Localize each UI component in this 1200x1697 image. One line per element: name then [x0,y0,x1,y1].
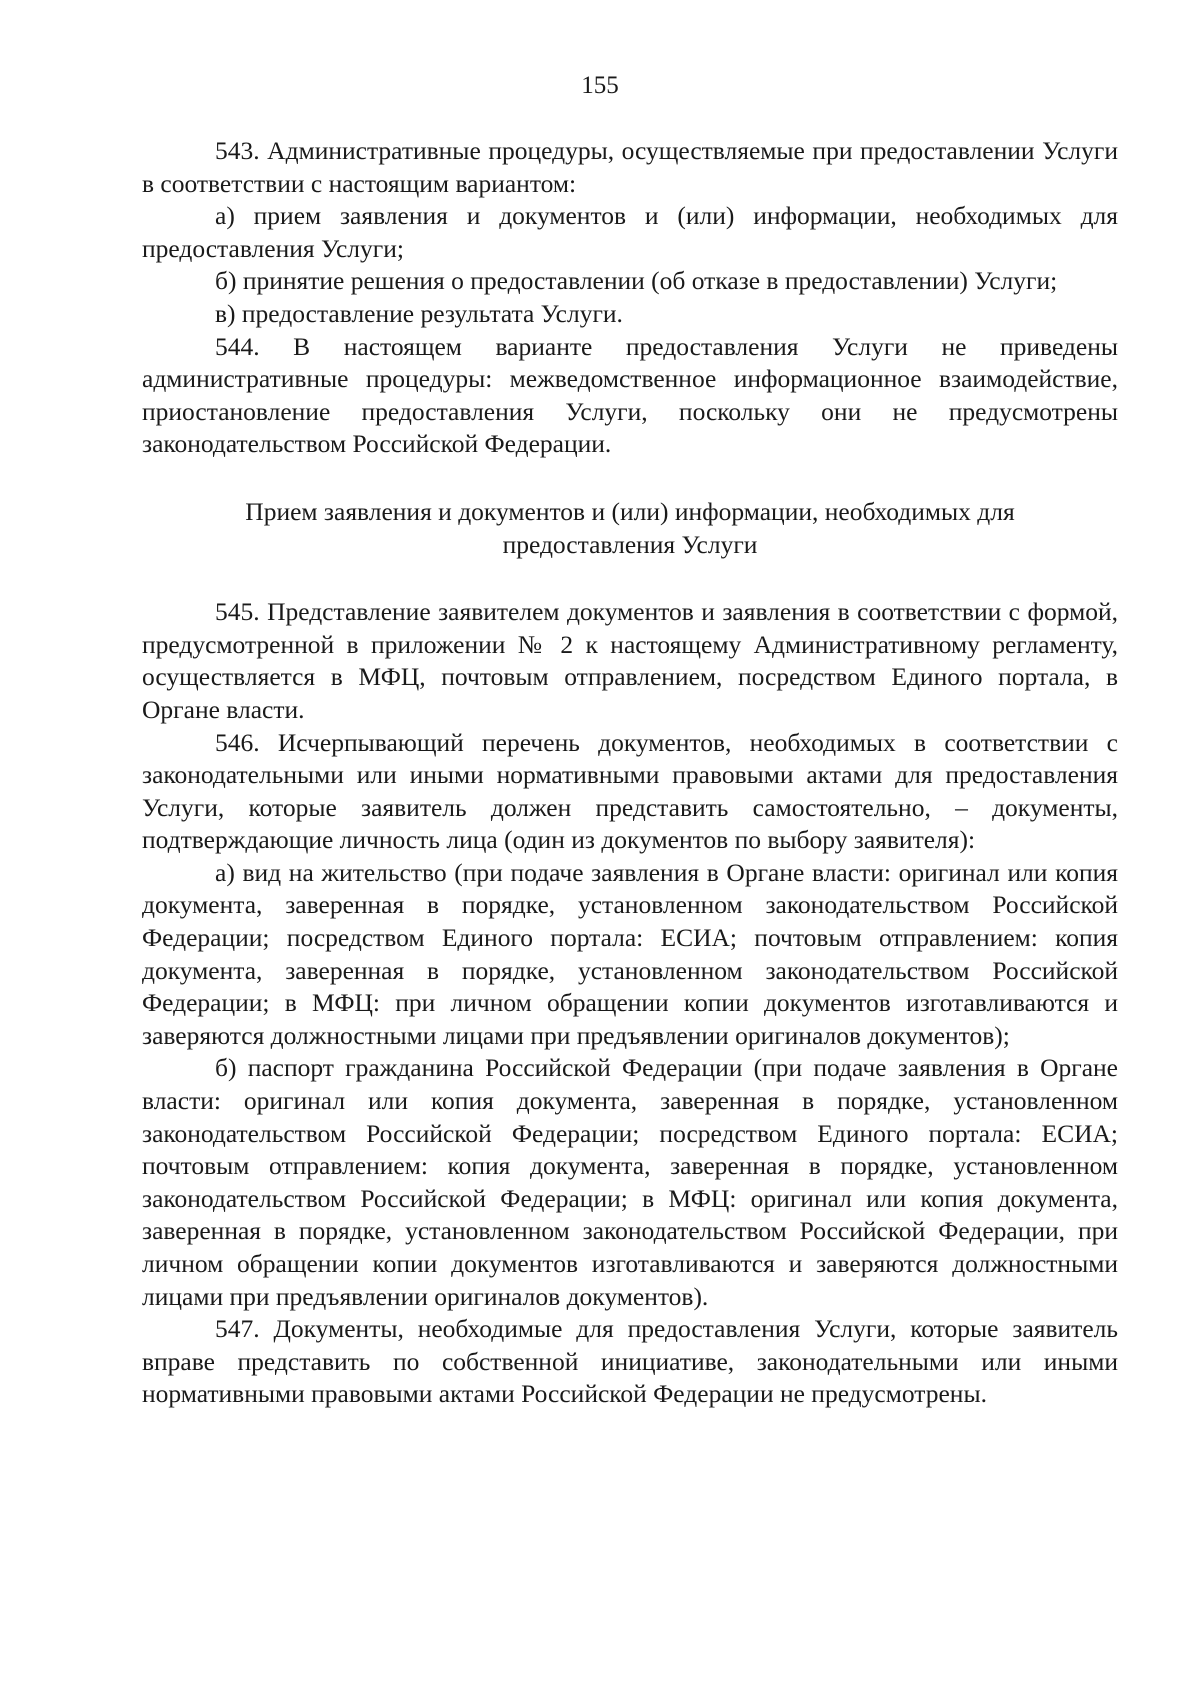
list-item-546-b: б) паспорт гражданина Российской Федерации (при подаче заявления в Органе власти: оригинал или копия документа, заверенная в порядке, установленном законодательством Российской Федерации; посредством Единого портала: ЕСИА; почтовым отправлением: копия документа, заверенная в порядке, установленном законодательством Российской Федерации; в МФЦ: оригинал или копия документа, заверенная в порядке, установленном законодательством Российской Федерации, при личном обращении копии документов изготавливаются и заверяются должностными лицами при предъявлении оригиналов документов). [142,1053,1118,1311]
paragraph-543: 543. Административные процедуры, осуществляемые при предоставлении Услуги в соответствии с настоящим вариантом: [142,136,1118,198]
section-heading: Прием заявления и документов и (или) информации, необходимых для предоставления Услуги [245,496,1015,559]
list-item-543-v: в) предоставление результата Услуги. [215,298,623,328]
list-item-546-a: а) вид на жительство (при подаче заявления в Органе власти: оригинал или копия документа, заверенная в порядке, установленном законодательством Российской Федерации; посредством Единого портала: ЕСИА; почтовым отправлением: копия документа, заверенная в порядке, установленном законодательством Российской Федерации; в МФЦ: при личном обращении копии документов изготавливаются и заверяются должностными лицами при предъявлении оригиналов документов); [142,857,1118,1050]
document-body [142,135,1118,1411]
list-item-543-a: а) прием заявления и документов и (или) информации, необходимых для предоставления Услуги; [142,201,1118,263]
page-number: 155 [581,72,619,99]
paragraph-547: 547. Документы, необходимые для предоставления Услуги, которые заявитель вправе представить по собственной инициативе, законодательными или иными нормативными правовыми актами Российской Федерации не предусмотрены. [142,1314,1118,1409]
paragraph-546: 546. Исчерпывающий перечень документов, необходимых в соответствии с законодательными или иными нормативными правовыми актами для предоставления Услуги, которые заявитель должен представить самостоятельно, – документы, подтверждающие личность лица (один из документов по выбору заявителя): [142,727,1118,855]
paragraph-544: 544. В настоящем варианте предоставления Услуги не приведены административные процедуры: межведомственное информационное взаимодействие, приостановление предоставления Услуги, поскольку они не предусмотрены законодательством Российской Федерации. [142,331,1118,459]
list-item-543-b: б) принятие решения о предоставлении (об отказе в предоставлении) Услуги; [215,266,1058,296]
paragraph-545: 545. Представление заявителем документов и заявления в соответствии с формой, предусмотренной в приложении № 2 к настоящему Административному регламенту, осуществляется в МФЦ, почтовым отправлением, посредством Единого портала, в Органе власти. [142,597,1118,724]
